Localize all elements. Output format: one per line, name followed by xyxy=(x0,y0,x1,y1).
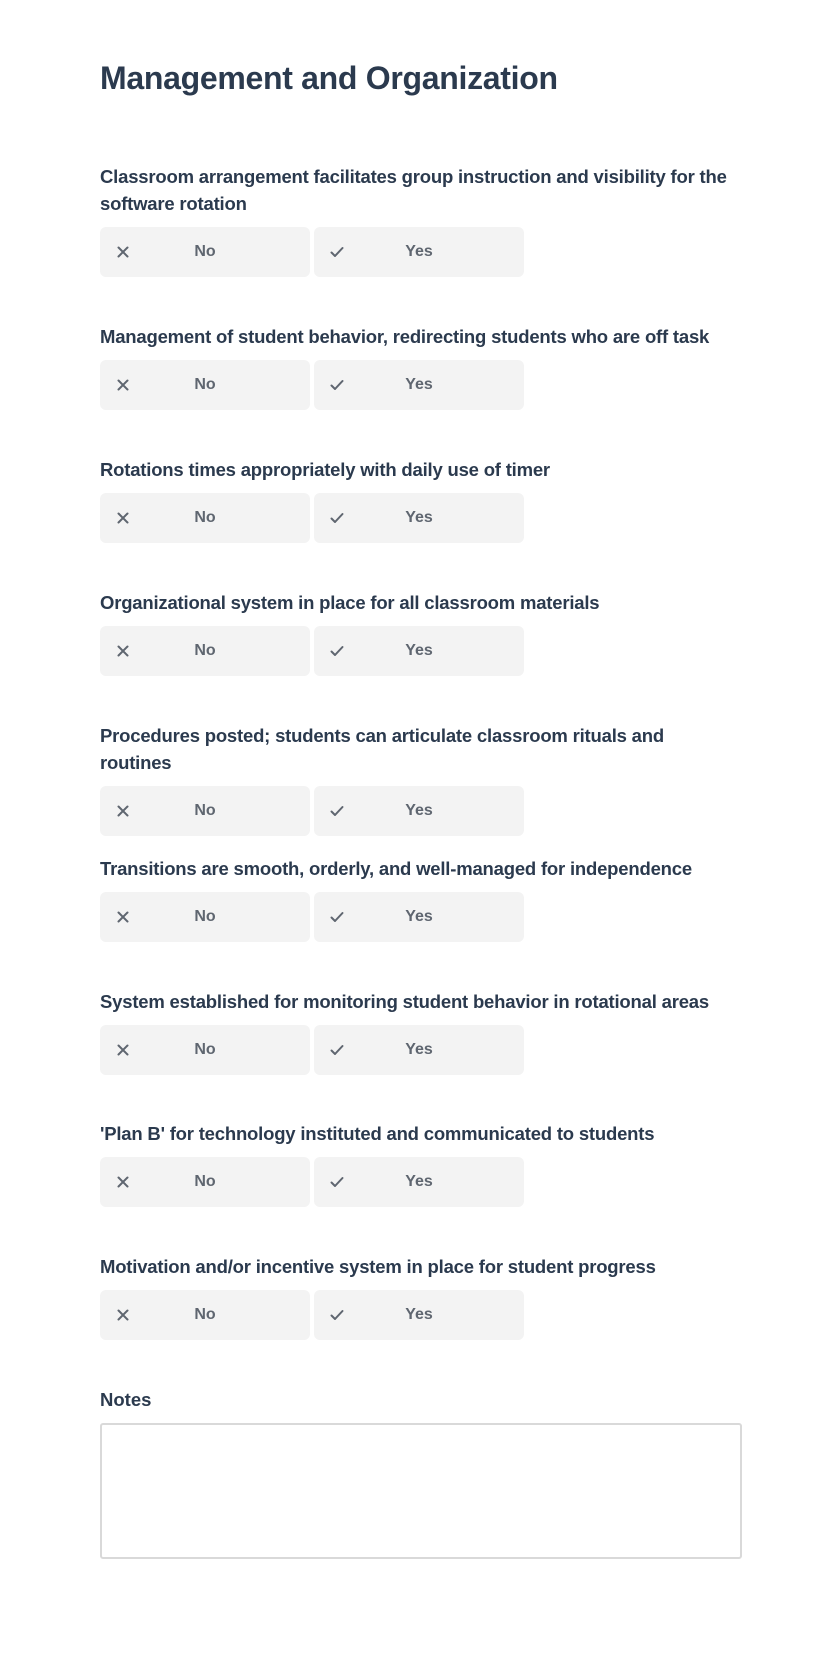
question-item xyxy=(100,988,740,1075)
yes-no-options xyxy=(100,1290,740,1340)
yes-no-options xyxy=(100,786,740,836)
yes-no-options xyxy=(100,360,740,410)
yes-option-label: Yes xyxy=(405,1041,433,1058)
yes-no-options xyxy=(100,227,740,277)
question-item xyxy=(100,163,740,277)
question-item xyxy=(100,1120,740,1207)
no-option[interactable] xyxy=(100,1157,310,1207)
notes-textarea[interactable] xyxy=(100,1423,742,1559)
yes-no-options xyxy=(100,626,740,676)
question-label: 'Plan B' for technology instituted and communicated to students xyxy=(100,1123,655,1144)
yes-option-label: Yes xyxy=(405,802,433,819)
no-option[interactable] xyxy=(100,626,310,676)
yes-option-label: Yes xyxy=(405,642,433,659)
yes-option-label: Yes xyxy=(405,1173,433,1190)
question-item xyxy=(100,456,740,543)
question-item xyxy=(100,1253,740,1340)
no-option[interactable] xyxy=(100,1025,310,1075)
no-option-label: No xyxy=(194,908,216,925)
no-option-label: No xyxy=(194,243,216,260)
question-label: Management of student behavior, redirecting students who are off task xyxy=(100,326,710,347)
yes-option[interactable] xyxy=(314,626,524,676)
question-label: Classroom arrangement facilitates group instruction and visibility for the software rotation xyxy=(100,166,727,214)
page-title: Management and Organization xyxy=(100,60,558,96)
yes-no-options xyxy=(100,1025,740,1075)
no-option[interactable] xyxy=(100,360,310,410)
no-option[interactable] xyxy=(100,227,310,277)
notes-section xyxy=(100,1386,742,1559)
yes-option-label: Yes xyxy=(405,908,433,925)
yes-option[interactable] xyxy=(314,786,524,836)
yes-option[interactable] xyxy=(314,493,524,543)
no-option[interactable] xyxy=(100,786,310,836)
yes-option-label: Yes xyxy=(405,376,433,393)
question-label: Rotations times appropriately with daily use of timer xyxy=(100,459,550,480)
no-option-label: No xyxy=(194,1306,216,1323)
yes-no-options xyxy=(100,493,740,543)
yes-option[interactable] xyxy=(314,1157,524,1207)
question-item xyxy=(100,722,740,836)
no-option[interactable] xyxy=(100,493,310,543)
question-item xyxy=(100,323,740,410)
question-label: Motivation and/or incentive system in place for student progress xyxy=(100,1256,656,1277)
yes-option[interactable] xyxy=(314,892,524,942)
no-option-label: No xyxy=(194,1041,216,1058)
yes-option[interactable] xyxy=(314,1025,524,1075)
question-label: System established for monitoring student behavior in rotational areas xyxy=(100,991,709,1012)
yes-option[interactable] xyxy=(314,227,524,277)
no-option-label: No xyxy=(194,802,216,819)
yes-option-label: Yes xyxy=(405,243,433,260)
no-option[interactable] xyxy=(100,892,310,942)
no-option-label: No xyxy=(194,376,216,393)
yes-option-label: Yes xyxy=(405,509,433,526)
yes-no-options xyxy=(100,892,740,942)
yes-option[interactable] xyxy=(314,1290,524,1340)
no-option-label: No xyxy=(194,509,216,526)
notes-label: Notes xyxy=(100,1389,152,1410)
yes-no-options xyxy=(100,1157,740,1207)
yes-option[interactable] xyxy=(314,360,524,410)
question-label: Organizational system in place for all classroom materials xyxy=(100,592,600,613)
yes-option-label: Yes xyxy=(405,1306,433,1323)
question-label: Procedures posted; students can articulate classroom rituals and routines xyxy=(100,725,664,773)
no-option-label: No xyxy=(194,642,216,659)
no-option[interactable] xyxy=(100,1290,310,1340)
question-item xyxy=(100,589,740,676)
question-item xyxy=(100,855,740,942)
no-option-label: No xyxy=(194,1173,216,1190)
question-label: Transitions are smooth, orderly, and well-managed for independence xyxy=(100,858,692,879)
